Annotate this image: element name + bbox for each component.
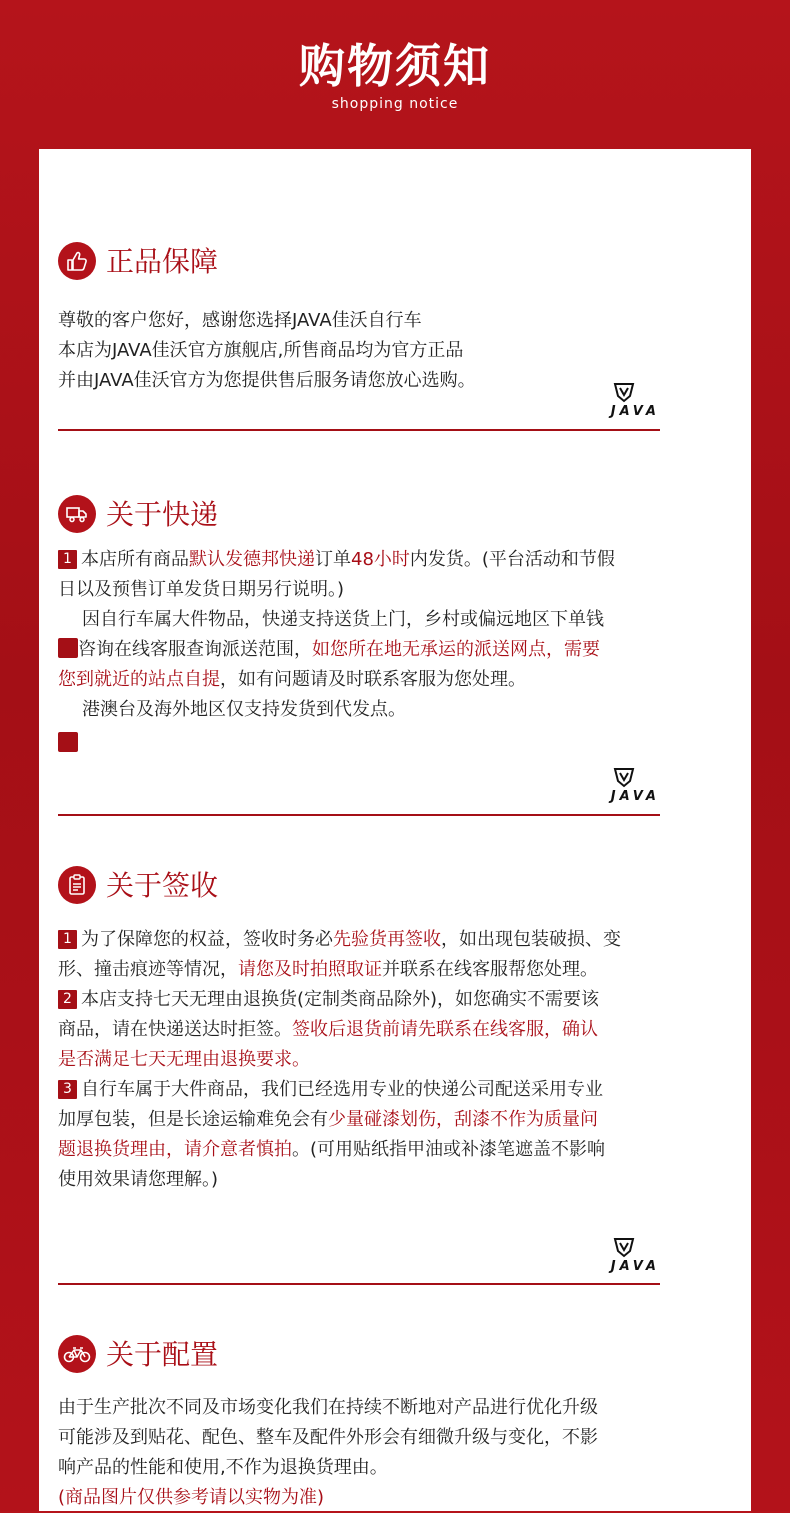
section-body — [58, 925, 674, 1195]
body-line: 尊敬的客户您好，感谢您选择JAVA佳沃自行车 — [58, 310, 422, 331]
bullet-square — [58, 732, 78, 752]
item-number: 3 — [58, 1080, 77, 1099]
body-line — [58, 729, 674, 759]
body-line: 并由JAVA佳沃官方为您提供售后服务请您放心选购。 — [58, 370, 476, 391]
section-body — [58, 1393, 674, 1513]
java-wordmark: JAVA — [610, 789, 660, 804]
java-emblem-icon — [612, 1235, 636, 1259]
highlight-text: 您到就近的站点自提 — [58, 669, 220, 690]
highlight-text: 48小时 — [351, 549, 410, 570]
body-line: 咨询在线客服查询派送范围，如您所在地无承运的派送网点，需要 — [58, 635, 674, 665]
java-logo — [590, 1235, 660, 1277]
body-line: 因自行车属大件物品，快递支持送货上门，乡村或偏远地区下单钱 — [82, 609, 604, 630]
section-title: 关于快递 — [106, 498, 219, 531]
highlight-text: 如您所在地无承运的派送网点，需要 — [312, 639, 600, 660]
section-title: 关于配置 — [106, 1338, 219, 1371]
body-line: 是否满足七天无理由退换要求。 — [58, 1049, 310, 1070]
delivery-truck-icon — [58, 495, 96, 533]
page-subtitle: shopping notice — [331, 96, 459, 112]
item-number: 1 — [58, 550, 77, 569]
highlight-text: 默认发德邦快递 — [189, 549, 315, 570]
bicycle-icon — [58, 1335, 96, 1373]
body-line: 2 本店支持七天无理由退换货(定制类商品除外)，如您确实不需要该 — [58, 985, 674, 1015]
body-line: 日以及预售订单发货日期另行说明。) — [58, 579, 345, 600]
body-line: 本店为JAVA佳沃官方旗舰店,所售商品均为官方正品 — [58, 340, 464, 361]
page-title: 购物须知 — [299, 39, 491, 93]
java-logo — [590, 765, 660, 807]
section-title: 关于签收 — [106, 869, 219, 902]
body-line: 商品，请在快递送达时拒签。签收后退货前请先联系在线客服，确认 — [58, 1019, 598, 1040]
clipboard-icon — [58, 866, 96, 904]
body-line: 您到就近的站点自提，如有问题请及时联系客服为您处理。 — [58, 669, 526, 690]
item-number: 1 — [58, 930, 77, 949]
thumbs-up-icon — [58, 242, 96, 280]
body-line: 由于生产批次不同及市场变化我们在持续不断地对产品进行优化升级 — [58, 1397, 598, 1418]
highlight-text: 请您及时拍照取证 — [238, 959, 382, 980]
highlight-text: 签收后退货前请先联系在线客服，确认 — [292, 1019, 598, 1040]
section-divider — [58, 429, 660, 431]
body-line: 使用效果请您理解。) — [58, 1169, 219, 1190]
body-line: 1 为了保障您的权益，签收时务必先验货再签收，如出现包装破损、变 — [58, 925, 674, 955]
section-divider — [58, 1283, 660, 1285]
body-line: 题退换货理由，请介意者慎拍。(可用贴纸指甲油或补漆笔遮盖不影响 — [58, 1139, 606, 1160]
highlight-text: 先验货再签收 — [333, 929, 441, 950]
body-line: 1 本店所有商品默认发德邦快递订单48小时内发货。(平台活动和节假 — [58, 545, 674, 575]
java-emblem-icon — [612, 765, 636, 789]
bullet-square — [58, 638, 78, 658]
body-line: 可能涉及到贴花、配色、整车及配件外形会有细微升级与变化，不影 — [58, 1427, 598, 1448]
page-header — [0, 0, 790, 150]
section-divider — [58, 814, 660, 816]
java-logo — [590, 380, 660, 422]
highlight-text: 题退换货理由，请介意者慎拍 — [58, 1139, 292, 1160]
section-body — [58, 306, 674, 396]
body-line: 响产品的性能和使用,不作为退换货理由。 — [58, 1457, 388, 1478]
body-line: (商品图片仅供参考请以实物为准) — [58, 1487, 325, 1508]
body-line: 港澳台及海外地区仅支持发货到代发点。 — [82, 699, 406, 720]
section-title: 正品保障 — [106, 245, 219, 278]
section-body — [58, 545, 674, 759]
body-line: 形、撞击痕迹等情况，请您及时拍照取证并联系在线客服帮您处理。 — [58, 959, 598, 980]
item-number: 2 — [58, 990, 77, 1009]
java-wordmark: JAVA — [610, 404, 660, 419]
body-line: 3 自行车属于大件商品，我们已经选用专业的快递公司配送采用专业 — [58, 1075, 674, 1105]
highlight-text: 少量碰漆划伤，刮漆不作为质量问 — [328, 1109, 598, 1130]
java-wordmark: JAVA — [610, 1259, 660, 1274]
body-line: 加厚包装，但是长途运输难免会有少量碰漆划伤，刮漆不作为质量问 — [58, 1109, 598, 1130]
java-emblem-icon — [612, 380, 636, 404]
